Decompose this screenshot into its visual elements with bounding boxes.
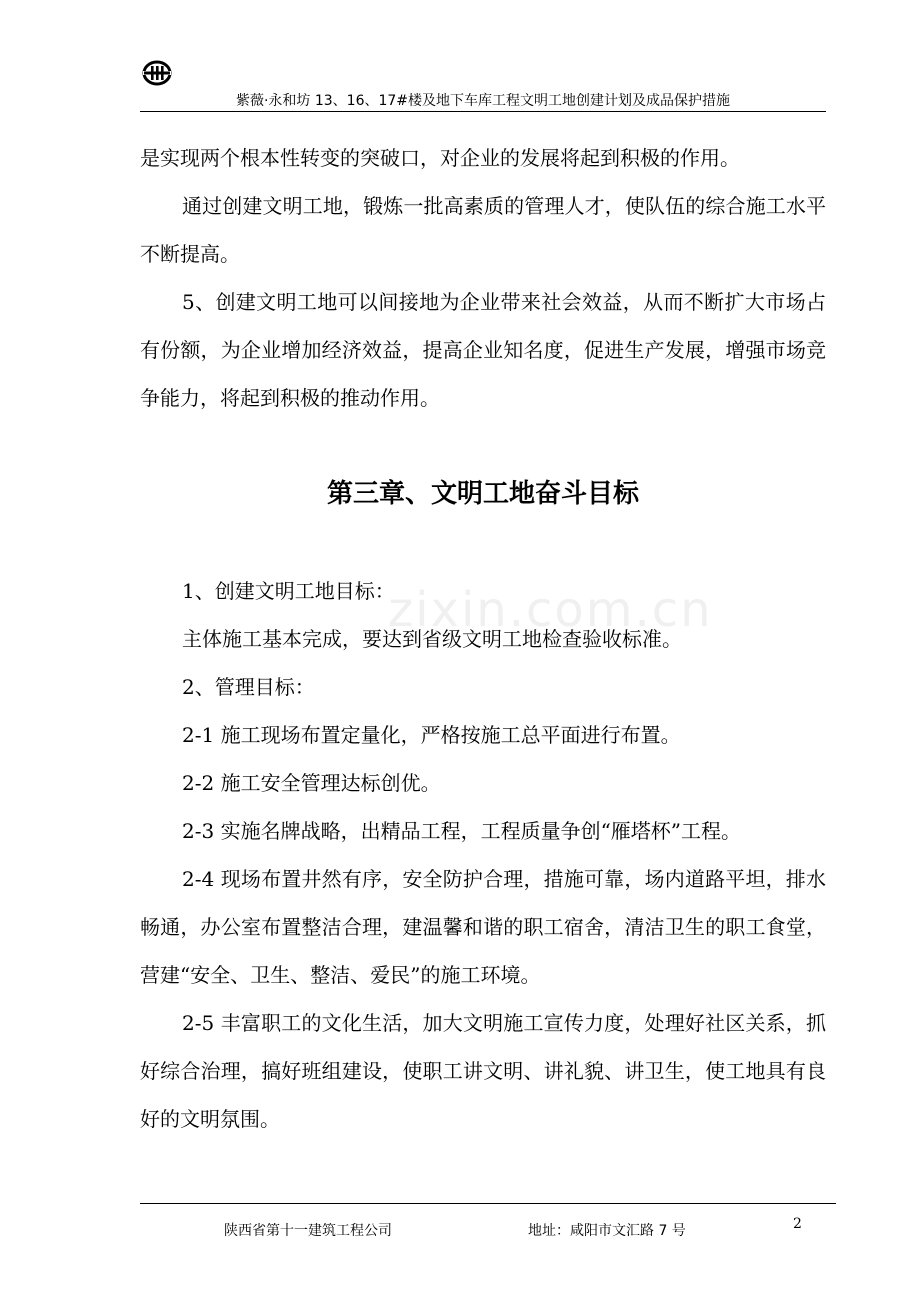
list-item: 主体施工基本完成，要达到省级文明工地检查验收标准。 (182, 627, 682, 651)
chapter-title: 第三章、文明工地奋斗目标 (326, 479, 639, 509)
body-text (140, 134, 826, 422)
paragraph: 5、创建文明工地可以间接地为企业带来社会效益，从而不断扩大市场占有份额，为企业增加经济效益，提高企业知名度，促进生产发展，增强市场竞争能力，将起到积极的推动作用。 (140, 290, 826, 410)
header-title: 紫薇·永和坊 13、16、17#楼及地下车库工程文明工地创建计划及成品保护措施 (235, 93, 731, 109)
list-item: 2-4 现场布置井然有序，安全防护合理，措施可靠，场内道路平坦，排水畅通，办公室布置整洁合理，建温馨和谐的职工宿舍，清洁卫生的职工食堂，营建“安全、卫生、整洁、爱民”的施工环境。 (140, 867, 826, 987)
list-item: 2-2 施工安全管理达标创优。 (182, 771, 441, 795)
watermark: zixin.com.cn (388, 582, 713, 638)
paragraph: 是实现两个根本性转变的突破口，对企业的发展将起到积极的作用。 (140, 146, 740, 170)
goal-list (140, 567, 826, 1143)
footer-address: 地址：咸阳市文汇路 7 号 (528, 1223, 686, 1239)
footer-company: 陕西省第十一建筑工程公司 (224, 1223, 392, 1239)
list-item: 2、管理目标： (182, 675, 315, 699)
list-item: 1、创建文明工地目标： (182, 579, 395, 603)
page-number: 2 (793, 1216, 802, 1232)
list-item: 2-1 施工现场布置定量化，严格按施工总平面进行布置。 (182, 723, 681, 747)
header-divider (140, 111, 826, 112)
list-item: 2-5 丰富职工的文化生活，加大文明施工宣传力度，处理好社区关系，抓好综合治理，搞好班组建设，使职工讲文明、讲礼貌、讲卫生，使工地具有良好的文明氛围。 (140, 1011, 826, 1131)
footer-divider (140, 1203, 836, 1204)
company-logo-icon (140, 58, 176, 88)
list-item: 2-3 实施名牌战略，出精品工程，工程质量争创“雁塔杯”工程。 (182, 819, 742, 843)
paragraph: 通过创建文明工地，锻炼一批高素质的管理人才，使队伍的综合施工水平不断提高。 (140, 194, 826, 266)
